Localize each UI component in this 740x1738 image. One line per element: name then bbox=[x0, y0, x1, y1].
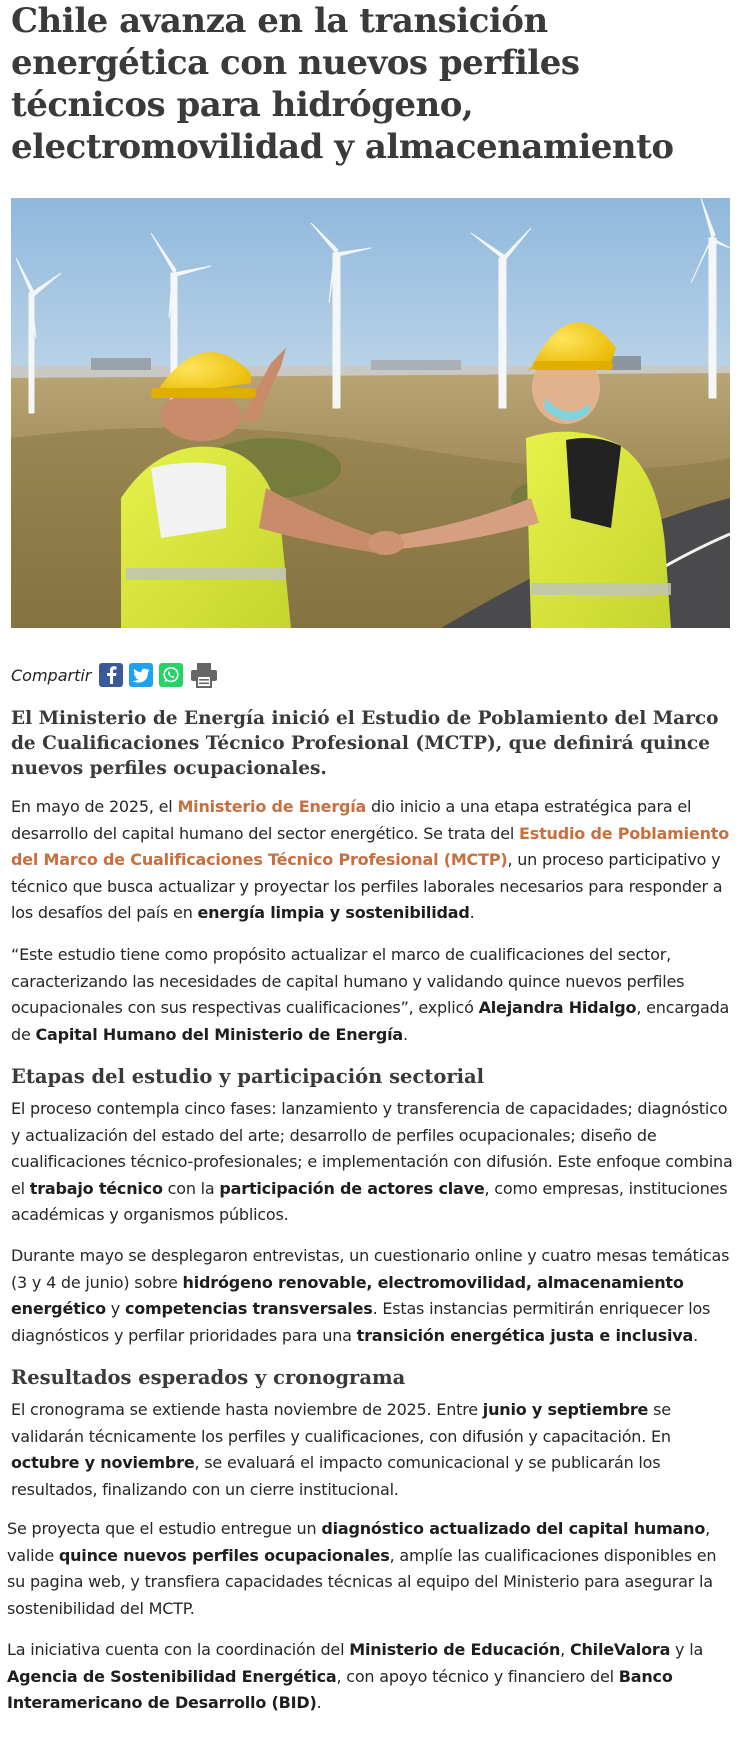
p4-text-1: Durante mayo se desplegaron entrevistas, un cuestionario online y cuatro mesas temáticas (3 y 4 de junio) sobre bbox=[11, 1246, 730, 1292]
p6-bold-2: quince nuevos perfiles ocupacionales bbox=[58, 1545, 390, 1565]
print-glyph bbox=[190, 662, 218, 688]
p2-text-3: . bbox=[402, 1024, 408, 1044]
p2-bold-2: Capital Humano del Ministerio de Energía bbox=[35, 1024, 403, 1044]
p2-text-2: , encargada de bbox=[11, 998, 730, 1044]
p1-text-3: , un proceso participativo y técnico que busca actualizar y proyectar los perfiles laborales necesarios para responder a los desafíos del país en bbox=[11, 850, 723, 922]
p3-text-1: El proceso contempla cinco fases: lanzamiento y transferencia de capacidades; diagnóstico y actualización del estado del arte; desarrollo de perfiles ocupacionales; diseño de cualificaciones técnico-profesionales; e implementación con difusión. Este enfoque combina el bbox=[11, 1099, 733, 1198]
ministerio-energia-link[interactable]: Ministerio de Energía bbox=[177, 797, 367, 816]
p3-text-2: con la bbox=[162, 1178, 220, 1198]
p4-bold-3: transición energética justa e inclusiva bbox=[356, 1325, 694, 1345]
whatsapp-icon[interactable] bbox=[159, 663, 183, 687]
p3-bold-2: participación de actores clave bbox=[219, 1178, 485, 1198]
p1-text-1: En mayo de 2025, el bbox=[11, 797, 178, 816]
p1-text-4: . bbox=[469, 903, 475, 922]
section-heading-results: Resultados esperados y cronograma bbox=[11, 1366, 406, 1389]
p5-text-3: , se evaluará el impacto comunicacional y se publicarán los resultados, finalizando con un cierre institucional. bbox=[11, 1453, 661, 1499]
p2-bold-1: Alejandra Hidalgo bbox=[478, 998, 637, 1017]
p5-bold-1: junio y septiembre bbox=[482, 1400, 649, 1419]
p4-text-2: y bbox=[105, 1299, 125, 1318]
section-heading-stages: Etapas del estudio y participación sectorial bbox=[11, 1065, 485, 1088]
paragraph-quote bbox=[11, 942, 736, 1048]
p7-text-2: , bbox=[560, 1640, 570, 1659]
p5-text-1: El cronograma se extiende hasta noviembre de 2025. Entre bbox=[11, 1400, 483, 1419]
p4-text-3: . Estas instancias permitirán enriquecer los diagnósticos y perfilar prioridades para una bbox=[11, 1299, 711, 1345]
paragraph-phases bbox=[11, 1096, 736, 1229]
mctp-study-link[interactable]: Estudio de Poblamiento del Marco de Cualificaciones Técnico Profesional (MCTP) bbox=[11, 823, 730, 869]
paragraph-interviews bbox=[11, 1243, 736, 1349]
p6-text-3: , amplíe las cualificaciones disponibles en su pagina web, y transfiera capacidades técnicas al equipo del Ministerio para asegurar la sostenibilidad del MCTP. bbox=[7, 1545, 717, 1618]
paragraph-intro bbox=[11, 794, 736, 927]
p7-text-1: La iniciativa cuenta con la coordinación del bbox=[7, 1640, 350, 1659]
whatsapp-glyph bbox=[162, 666, 180, 684]
print-icon[interactable] bbox=[189, 663, 219, 687]
p7-text-4: , con apoyo técnico y financiero del bbox=[336, 1666, 619, 1686]
p2-text-1: “Este estudio tiene como propósito actualizar el marco de cualificaciones del sector, caracterizando las necesidades de capital humano y validando quince nuevos perfiles ocupacionales con sus respectivas cualificaciones”, explicó bbox=[11, 945, 685, 1017]
p4-bold-1: hidrógeno renovable, electromovilidad, almacenamiento energético bbox=[11, 1272, 684, 1318]
paragraph-deliverables bbox=[7, 1516, 732, 1622]
p3-bold-1: trabajo técnico bbox=[29, 1178, 163, 1198]
paragraph-schedule bbox=[11, 1397, 736, 1503]
p1-bold-1: energía limpia y sostenibilidad bbox=[197, 903, 470, 922]
p7-bold-4: Banco Interamericano de Desarrollo (BID) bbox=[7, 1666, 673, 1712]
twitter-glyph bbox=[132, 668, 150, 683]
p6-text-1: Se proyecta que el estudio entregue un bbox=[7, 1519, 322, 1538]
p1-text-2: dio inicio a una etapa estratégica para el desarrollo del capital humano del sector energético. Se trata del bbox=[11, 797, 692, 843]
p7-text-5: . bbox=[316, 1693, 322, 1712]
p7-bold-1: Ministerio de Educación bbox=[349, 1640, 561, 1659]
hero-illustration bbox=[11, 198, 730, 628]
p3-text-3: , como empresas, instituciones académicas y organismos públicos. bbox=[11, 1178, 728, 1224]
share-bar bbox=[11, 660, 225, 690]
twitter-icon[interactable] bbox=[129, 663, 153, 687]
hero-image bbox=[11, 198, 730, 628]
article-lead: El Ministerio de Energía inició el Estudio de Poblamiento del Marco de Cualificaciones Técnico Profesional (MCTP), que definirá quince nuevos perfiles ocupacionales. bbox=[11, 708, 719, 779]
p7-bold-3: Agencia de Sostenibilidad Energética bbox=[7, 1666, 337, 1686]
p6-text-2: , valide bbox=[7, 1519, 711, 1565]
share-label: Compartir bbox=[11, 665, 92, 685]
p5-bold-2: octubre y noviembre bbox=[11, 1453, 195, 1472]
article-title: Chile avanza en la transición energética con nuevos perfiles técnicos para hidrógeno, electromovilidad y almacenamiento bbox=[11, 1, 674, 167]
p4-text-4: . bbox=[693, 1325, 698, 1345]
facebook-glyph bbox=[104, 666, 118, 684]
p5-text-2: se validarán técnicamente los perfiles y cualificaciones, con difusión y capacitación. En bbox=[11, 1400, 671, 1446]
p7-text-3: y la bbox=[670, 1640, 704, 1659]
p7-bold-2: ChileValora bbox=[569, 1640, 671, 1659]
p6-bold-1: diagnóstico actualizado del capital humano bbox=[321, 1519, 706, 1538]
paragraph-coordination bbox=[7, 1637, 732, 1717]
p4-bold-2: competencias transversales bbox=[124, 1299, 373, 1318]
facebook-icon[interactable] bbox=[99, 663, 123, 687]
